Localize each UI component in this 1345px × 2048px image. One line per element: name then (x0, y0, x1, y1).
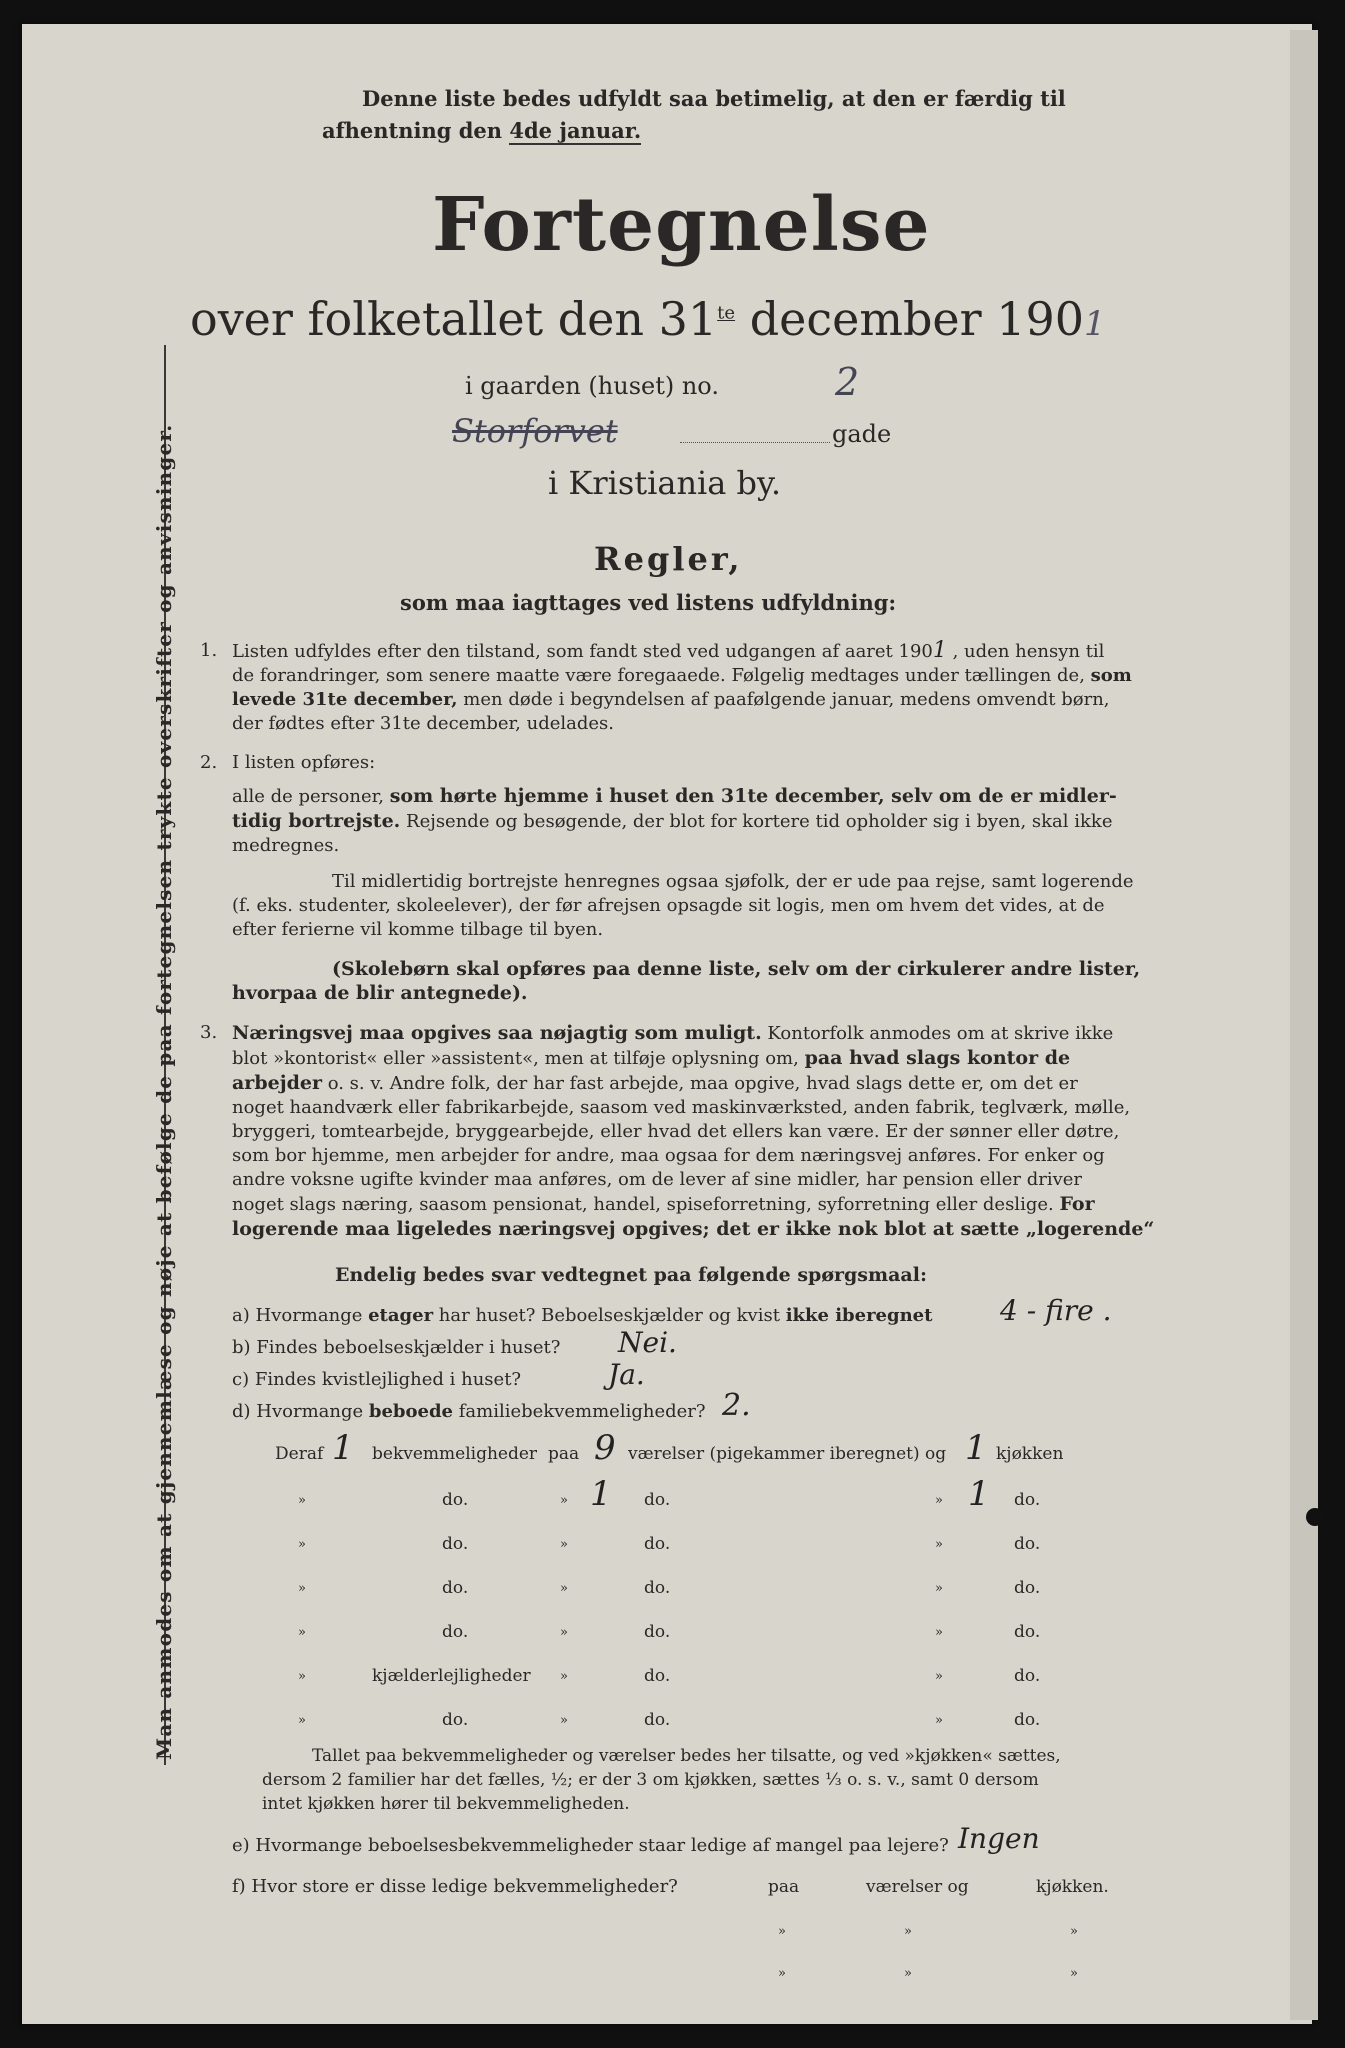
qf-text: Hvor store er disse ledige bekvemmeligheder? (251, 1876, 678, 1897)
row4-mark-2: » (560, 1581, 568, 1596)
answer-e: Ingen (958, 1822, 1040, 1855)
question-c (232, 1369, 521, 1390)
r3-l5: bryggeri, tomtearbejde, bryggearbejde, eller hvad det ellers kan være. Er der sønner eller døtre, (232, 1121, 1120, 1142)
rule-2-head: I listen opføres: (232, 752, 376, 773)
row4-mark-1: » (298, 1581, 306, 1596)
subtitle-rest: december 190 (749, 292, 1085, 346)
r3-l4: noget haandværk eller fabrikarbejde, saasom ved maskinværksted, anden fabrik, teglværk, mølle, (232, 1097, 1131, 1118)
row7-mark-2: » (560, 1713, 568, 1728)
qd-label: d) (232, 1401, 251, 1422)
margin-instruction: Man anmodes om at gjennemlæse og nøje at befølge de paa fortegnelsen trykte overskrifter og anvisninger. (152, 423, 176, 1760)
row2-mark-1: » (298, 1493, 306, 1508)
note-l2: dersom 2 familier har det fælles, ½; er der 3 om kjøkken, sættes ⅓ o. s. v., samt 0 dersom (262, 1770, 1039, 1790)
row7-mark-1: » (298, 1713, 306, 1728)
qe-label: e) (232, 1835, 250, 1856)
f-row3-mark-1: » (778, 1966, 786, 1981)
r1-l2a: de forandringer, som senere maatte være foregaaede. Følgelig medtages under tællingen de, (232, 665, 1085, 686)
r1-l3b: men døde i begyndelsen af paafølgende januar, medens omvendt børn, (463, 689, 1110, 710)
row5-mark-2: » (560, 1625, 568, 1640)
qd-text1: Hvormange (256, 1401, 364, 1422)
row2-mark-2: » (560, 1493, 568, 1508)
binder-hole (1306, 1508, 1324, 1526)
row7-mark-3: » (935, 1713, 943, 1728)
f-row3-mark-3: » (1070, 1966, 1078, 1981)
row3-do-2: do. (644, 1534, 671, 1554)
r1-l3a: levede 31te december, (232, 689, 458, 710)
r1-hw: 1 (932, 638, 947, 663)
r3-l1a: Næringsvej maa opgives saa nøjagtig som muligt. (232, 1022, 762, 1044)
qa-text1: Hvormange (255, 1305, 363, 1326)
street-name: Storforvet (452, 412, 618, 450)
r2-p3-l1: (Skolebørn skal opføres paa denne liste, selv om der cirkulerer andre lister, (332, 958, 1141, 980)
answer-b: Nei. (618, 1326, 677, 1359)
question-e (232, 1835, 949, 1856)
row6-mark-3: » (935, 1669, 943, 1684)
f-row2-mark-1: » (778, 1924, 786, 1939)
qa-text2: har huset? Beboelseskjælder og kvist (438, 1305, 780, 1326)
qe-text: Hvormange beboelsesbekvemmeligheder staar ledige af mangel paa lejere? (255, 1835, 949, 1856)
f-kjokken: kjøkken. (1036, 1877, 1109, 1897)
gaard-number: 2 (835, 360, 860, 404)
street-dotline (680, 442, 830, 443)
qd-text2: familiebekvemmeligheder? (458, 1401, 706, 1422)
answer-a: 4 - fire . (1000, 1294, 1112, 1327)
r3-l6: som bor hjemme, men arbejder for andre, maa ogsaa for dem næringsvej anføres. For enker og (232, 1145, 1105, 1166)
row2-kitchen: 1 (968, 1474, 990, 1514)
row7-do-1: do. (442, 1710, 469, 1730)
gaard-label: i gaarden (huset) no. (465, 372, 719, 400)
r2-l1a: alle de personer, (232, 786, 384, 807)
row5-do-1: do. (442, 1622, 469, 1642)
row1-rooms: 9 (594, 1428, 616, 1468)
table-note (262, 1744, 1152, 1816)
r3-l2b: paa hvad slags kontor de (804, 1047, 1071, 1069)
page-edge (1290, 30, 1318, 2020)
city-line: i Kristiania by. (548, 464, 782, 502)
qd-bold: beboede (368, 1401, 454, 1422)
row3-mark-2: » (560, 1537, 568, 1552)
kjokken-label: kjøkken (996, 1444, 1064, 1464)
r1b: , uden hensyn til (952, 641, 1105, 662)
rule-1-text (232, 639, 1152, 736)
r3-l2a: blot »kontorist« eller »assistent«, men at tilføje oplysning om, (232, 1048, 799, 1069)
bekv-label: bekvemmeligheder (372, 1444, 538, 1464)
rule-3-text (232, 1021, 1155, 1241)
qc-text: Findes kvistlejlighed i huset? (254, 1369, 522, 1390)
row2-rooms: 1 (590, 1474, 612, 1514)
row5-mark-3: » (935, 1625, 943, 1640)
row2-do-1: do. (442, 1490, 469, 1510)
r2-l3: medregnes. (232, 835, 340, 856)
row4-do-3: do. (1014, 1578, 1041, 1598)
row6-do-2: do. (644, 1666, 671, 1686)
r1a: Listen udfyldes efter den tilstand, som fandt sted ved udgangen af aaret 190 (232, 641, 933, 662)
row3-do-3: do. (1014, 1534, 1041, 1554)
questions-intro: Endelig bedes svar vedtegnet paa følgende spørgsmaal: (335, 1264, 927, 1286)
r3-l3a: arbejder (232, 1072, 322, 1094)
qf-label: f) (232, 1876, 246, 1897)
row7-do-2: do. (644, 1710, 671, 1730)
gade-label: gade (832, 420, 892, 448)
r3-l1b: Kontorfolk anmodes om at skrive ikke (767, 1023, 1114, 1044)
r2-p2-l1: Til midlertidig bortrejste henregnes ogsaa sjøfolk, der er ude paa rejse, samt logerende (332, 871, 1134, 892)
r2-p2-l2: (f. eks. studenter, skoleelever), der før afrejsen opsagde sit logis, men om hvem det vides, at de (232, 895, 1105, 916)
rule-2-number: 2. (200, 752, 218, 773)
vaerelser-label: værelser (pigekammer iberegnet) og (628, 1444, 947, 1464)
subtitle-sup: te (717, 302, 736, 324)
row2-mark-3: » (935, 1493, 943, 1508)
row2-do-2: do. (644, 1490, 671, 1510)
paa-label: paa (548, 1444, 580, 1464)
f-paa: paa (768, 1877, 800, 1897)
qa-bold2: ikke iberegnet (785, 1305, 933, 1326)
row5-do-3: do. (1014, 1622, 1041, 1642)
r2-l1b: som hørte hjemme i huset den 31te december, selv om de er midler- (389, 785, 1117, 807)
notice-line-1: Denne liste bedes udfyldt saa betimelig, at den er færdig til (362, 86, 1066, 111)
row6-mark-2: » (560, 1669, 568, 1684)
answer-d: 2. (722, 1388, 751, 1423)
qc-label: c) (232, 1369, 250, 1390)
question-b (232, 1337, 560, 1358)
rule-2-para-2 (232, 870, 1152, 942)
r3-l7: andre voksne ugifte kvinder maa anføres, om de lever af sine midler, har pension eller driver (232, 1169, 1083, 1190)
r2-p2-l3: efter ferierne vil komme tilbage til byen. (232, 919, 604, 940)
r3-l9: logerende maa ligeledes næringsvej opgives; det er ikke nok blot at sætte „logerende“ (232, 1218, 1155, 1240)
row5-mark-1: » (298, 1625, 306, 1640)
row1-count: 1 (332, 1428, 354, 1468)
f-vaerelser: værelser og (866, 1877, 969, 1897)
question-d (232, 1401, 706, 1422)
r2-l2b: Rejsende og besøgende, der blot for kortere tid opholder sig i byen, skal ikke (406, 811, 1113, 832)
r3-l3b: o. s. v. Andre folk, der har fast arbejde, maa opgive, hvad slags dette er, om det er (327, 1073, 1078, 1094)
f-row2-mark-3: » (1070, 1924, 1078, 1939)
row3-mark-1: » (298, 1537, 306, 1552)
subtitle-handwritten: 1 (1084, 304, 1106, 344)
r3-l8a: noget slags næring, saasom pensionat, handel, spiseforretning, syforretning eller deslige. (232, 1194, 1054, 1215)
row6-kjaelder: kjælderlejligheder (372, 1666, 531, 1686)
notice-line-2 (322, 118, 641, 143)
f-row3-mark-2: » (904, 1966, 912, 1981)
answer-c: Ja. (608, 1358, 645, 1391)
r3-l8b: For (1059, 1193, 1095, 1215)
question-a (232, 1305, 932, 1326)
qb-label: b) (232, 1337, 251, 1358)
r2-p3-l2: hvorpaa de blir antegnede). (232, 982, 528, 1004)
deraf-label: Deraf (275, 1444, 324, 1464)
regler-title: Regler, (594, 540, 743, 578)
qb-text: Findes beboelseskjælder i huset? (256, 1337, 561, 1358)
row6-do-3: do. (1014, 1666, 1041, 1686)
row4-do-2: do. (644, 1578, 671, 1598)
note-l3: intet kjøkken hører til bekvemmeligheden. (262, 1794, 630, 1814)
r2-l2a: tidig bortrejste. (232, 810, 401, 832)
f-row2-mark-2: » (904, 1924, 912, 1939)
row5-do-2: do. (644, 1622, 671, 1642)
rule-2-para-3 (232, 957, 1167, 1005)
page-title: Fortegnelse (432, 182, 931, 268)
rule-2-text (232, 784, 1152, 858)
row4-mark-3: » (935, 1581, 943, 1596)
row2-do-3: do. (1014, 1490, 1041, 1510)
row6-mark-1: » (298, 1669, 306, 1684)
subtitle-text: over folketallet den 31 (190, 292, 718, 346)
notice-prefix: afhentning den (322, 118, 503, 143)
question-f (232, 1876, 678, 1897)
qa-label: a) (232, 1305, 250, 1326)
regler-subtitle: som maa iagttages ved listens udfyldning: (400, 590, 897, 615)
qa-bold: etager (368, 1305, 434, 1326)
r1-l2b: som (1090, 665, 1132, 686)
rule-1-number: 1. (200, 640, 218, 661)
notice-date: 4de januar. (509, 118, 642, 143)
row1-kitchen: 1 (965, 1428, 987, 1468)
row4-do-1: do. (442, 1578, 469, 1598)
note-l1: Tallet paa bekvemmeligheder og værelser bedes her tilsatte, og ved »kjøkken« sættes, (312, 1746, 1061, 1766)
rule-3-number: 3. (200, 1022, 218, 1043)
row3-mark-3: » (935, 1537, 943, 1552)
r1-l4: der fødtes efter 31te december, udelades. (232, 713, 615, 734)
row3-do-1: do. (442, 1534, 469, 1554)
row7-do-3: do. (1014, 1710, 1041, 1730)
page-subtitle (190, 292, 1106, 346)
